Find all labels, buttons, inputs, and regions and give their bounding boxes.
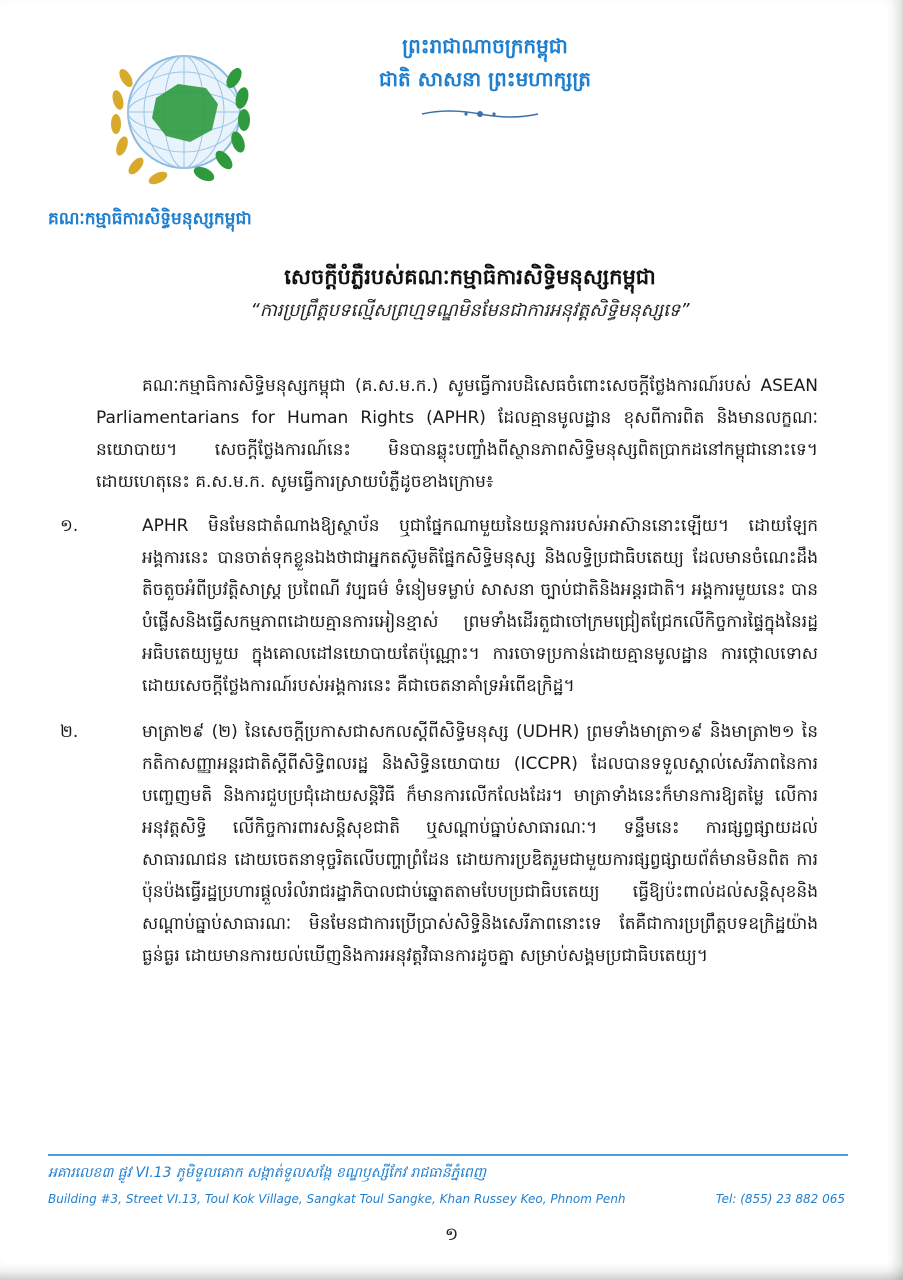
page-number: ១ <box>444 1224 459 1245</box>
list-item <box>60 510 818 702</box>
document-title: សេចក្តីបំភ្លឺរបស់គណៈកម្មាធិការសិទ្ធិមនុស្សកម្ពុជា <box>284 265 656 289</box>
list-item <box>60 716 818 972</box>
document-body <box>60 370 818 986</box>
chr-emblem-icon <box>86 38 256 198</box>
footer-address-en: Building #3, Street VI.13, Toul Kok Village, Sangkat Toul Sangke, Khan Russey Keo, Phnom Penh <box>48 1192 626 1206</box>
org-name: គណៈកម្មាធិការសិទ្ធិមនុស្សកម្ពុជា <box>48 209 252 229</box>
intro-paragraph: គណៈកម្មាធិការសិទ្ធិមនុស្សកម្ពុជា (គ.ស.ម.ក.) សូមធ្វើការបដិសេធចំពោះសេចក្តីថ្លែងការណ៍របស់ ASEAN Parliamentarians for Human Rights (APHR) ដែលគ្មានមូលដ្ឋាន ខុសពីការពិត និងមានលក្ខណៈនយោបាយ។ សេចក្តីថ្លែងការណ៍នេះ មិនបានឆ្លុះបញ្ចាំងពីស្ថានភាពសិទ្ធិមនុស្សពិតប្រាកដនៅកម្ពុជានោះទេ។ ដោយហេតុនេះ គ.ស.ម.ក. សូមធ្វើការស្រាយបំភ្លឺដូចខាងក្រោម៖ <box>96 376 818 492</box>
list-item-text: មាត្រា២៩ (២) នៃសេចក្តីប្រកាសជាសកលស្តីពីសិទ្ធិមនុស្ស (UDHR) ព្រមទាំងមាត្រា១៩ និងមាត្រា២១ នៃកតិកាសញ្ញាអន្តរជាតិស្តីពីសិទ្ធិពលរដ្ឋ និងសិទ្ធិនយោបាយ (ICCPR) ដែលបានទទួលស្គាល់សេរីភាពនៃការបញ្ចេញមតិ និងការជួបប្រជុំដោយសន្តិវិធី ក៏មានការលើកលែងដែរ។ មាត្រាទាំងនេះក៏មានការឱ្យតម្លៃ លើការអនុវត្តសិទ្ធិ លើកិច្ចការពារសន្តិសុខជាតិ ឬសណ្តាប់ធ្នាប់សាធារណៈ។ ទន្ទឹមនេះ ការផ្សព្វផ្សាយដល់សាធារណជន ដោយចេតនាទុច្ចរិតលើបញ្ហាព្រំដែន ដោយការប្រឌិតរួមជាមួយការផ្សព្វផ្សាយព័ត៌មានមិនពិត ការប៉ុនប៉ងធ្វើរដ្ឋប្រហារផ្តួលរំលំរាជរដ្ឋាភិបាលជាប់ឆ្នោតតាមបែបប្រជាធិបតេយ្យ ធ្វើឱ្យប៉ះពាល់ដល់សន្តិសុខនិងសណ្តាប់ធ្នាប់សាធារណៈ មិនមែនជាការប្រើប្រាស់សិទ្ធិនិងសេរីភាពនោះទេ តែគឺជាការប្រព្រឹត្តបទឧក្រិដ្ឋយ៉ាងធ្ងន់ធ្ងរ ដោយមានការយល់ឃើញនិងការអនុវត្តវិធានការដូចគ្នា សម្រាប់សង្គមប្រជាធិបតេយ្យ។ <box>142 722 818 966</box>
document-subtitle: “ការប្រព្រឹត្តបទល្មើសព្រហ្មទណ្ឌមិនមែនជាការអនុវត្តសិទ្ធិមនុស្សទេ” <box>250 300 690 321</box>
list-item-text: APHR មិនមែនជាតំណាងឱ្យស្ថាប័ន ឬជាផ្នែកណាមួយនៃយន្តការរបស់អាស៊ាននោះឡើយ។ ដោយឡែក អង្គការនេះ បានចាត់ទុកខ្លួនឯងថាជាអ្នកតស៊ូមតិផ្នែកសិទ្ធិមនុស្ស និងលទ្ធិប្រជាធិបតេយ្យ ដែលមានចំណេះដឹងតិចតួចអំពីប្រវត្តិសាស្ត្រ ប្រពៃណី វប្បធម៌ ទំនៀមទម្លាប់ សាសនា ច្បាប់ជាតិនិងអន្តរជាតិ។ អង្គការមួយនេះ បានបំផ្លើសនិងធ្វើសកម្មភាពដោយគ្មានការអៀនខ្មាស់ ព្រមទាំងដើរតួជាចៅក្រមជ្រៀតជ្រែកលើកិច្ចការផ្ទៃក្នុងនៃរដ្ឋអធិបតេយ្យមួយ ក្នុងគោលដៅនយោបាយតែប៉ុណ្ណោះ។ ការចោទប្រកាន់ដោយគ្មានមូលដ្ឋាន ការថ្កោលទោស ដោយសេចក្តីថ្លែងការណ៍របស់អង្គការនេះ គឺជាចេតនាគាំទ្រអំពើឧក្រិដ្ឋ។ <box>142 516 818 696</box>
footer-address-km: អគារលេខ៣ ផ្លូវ VI.13 ភូមិទួលគោក សង្កាត់ទួលសង្កែ ខណ្ឌឫស្សីកែវ រាជធានីភ្នំពេញ <box>48 1165 487 1181</box>
divider-ornament-icon <box>418 106 542 122</box>
footer-telephone: Tel: (855) 23 882 065 <box>715 1192 845 1206</box>
kingdom-line-1: ព្រះរាជាណាចក្រកម្ពុជា <box>402 34 568 58</box>
list-item-number: ២. <box>60 722 79 742</box>
kingdom-motto <box>300 30 670 96</box>
list-item-number: ១. <box>60 516 79 536</box>
footer-divider <box>48 1154 848 1156</box>
kingdom-line-2: ជាតិ សាសនា ព្រះមហាក្សត្រ <box>379 67 591 91</box>
